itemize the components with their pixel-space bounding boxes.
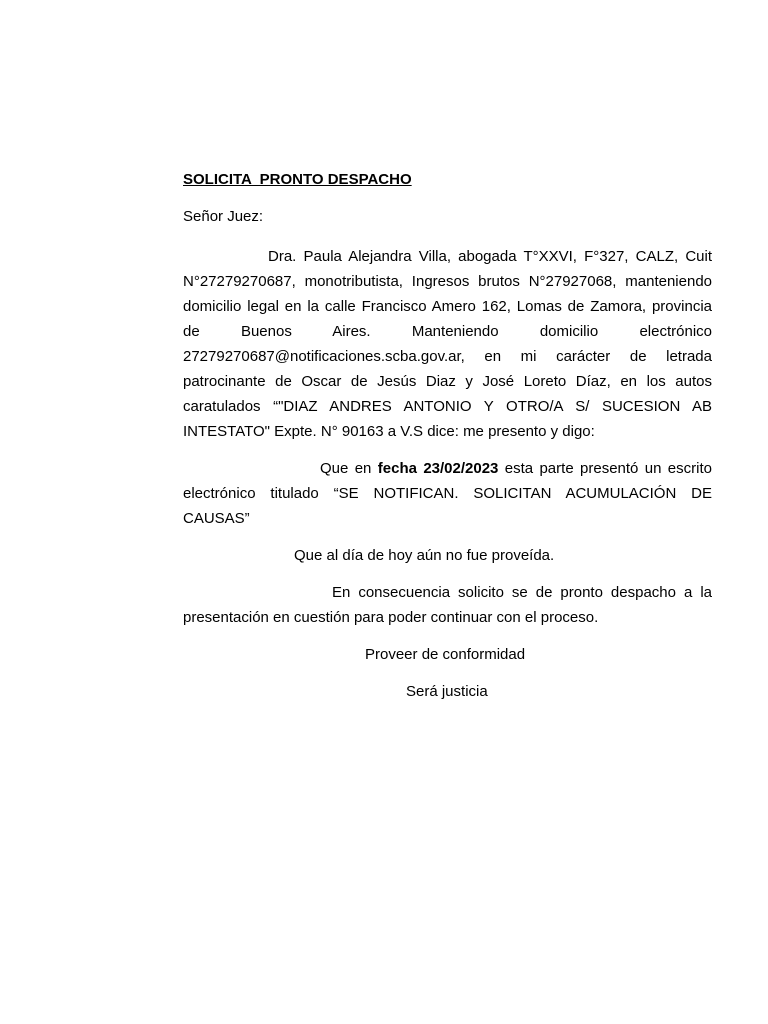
closing-conformity: Proveer de conformidad [365, 646, 526, 663]
filing-date: fecha 23/02/2023 [377, 460, 499, 477]
salutation: Señor Juez: [183, 208, 264, 225]
closing-justice: Será justicia [406, 683, 488, 700]
paragraph-request-last-line: presentación en cuestión para poder continuar con el proceso. [183, 609, 599, 626]
paragraph-presentation-last-line: INTESTATO" Expte. N° 90163 a V.S dice: me presento y digo: [183, 423, 595, 440]
document-title: SOLICITA PRONTO DESPACHO [183, 171, 412, 188]
document-page [183, 170, 712, 716]
paragraph-presentation [183, 244, 712, 444]
paragraph-request-body: En consecuencia solicito se de pronto despacho a la [332, 584, 712, 601]
paragraph-filing-last-line: CAUSAS” [183, 510, 250, 527]
paragraph-pending: Que al día de hoy aún no fue proveída. [294, 547, 555, 564]
paragraph-filing [183, 456, 712, 531]
paragraph-request [183, 580, 712, 630]
paragraph-presentation-body: Dra. Paula Alejandra Villa, abogada T°XXVI, F°327, CALZ, Cuit N°27279270687, monotributista, Ingresos brutos N°27927068, manteniendo domicilio legal en la calle Francisco Amero 162, Lomas de Zamora, provincia de Buenos Aires. Manteniendo domicilio electrónico 27279270687@notificaciones.scba.gov.ar, en mi carácter de letrada patrocinante de Oscar de Jesús Diaz y José Loreto Díaz, en los autos caratulados “"DIAZ ANDRES ANTONIO Y OTRO/A S/ SUCESION AB [183, 248, 712, 415]
paragraph-filing-rest: esta parte presentó un escrito electrónico titulado “SE NOTIFICAN. SOLICITAN ACUMULACIÓN DE [183, 460, 712, 502]
paragraph-filing-body [183, 456, 712, 506]
paragraph-filing-prefix: Que en [320, 460, 378, 477]
